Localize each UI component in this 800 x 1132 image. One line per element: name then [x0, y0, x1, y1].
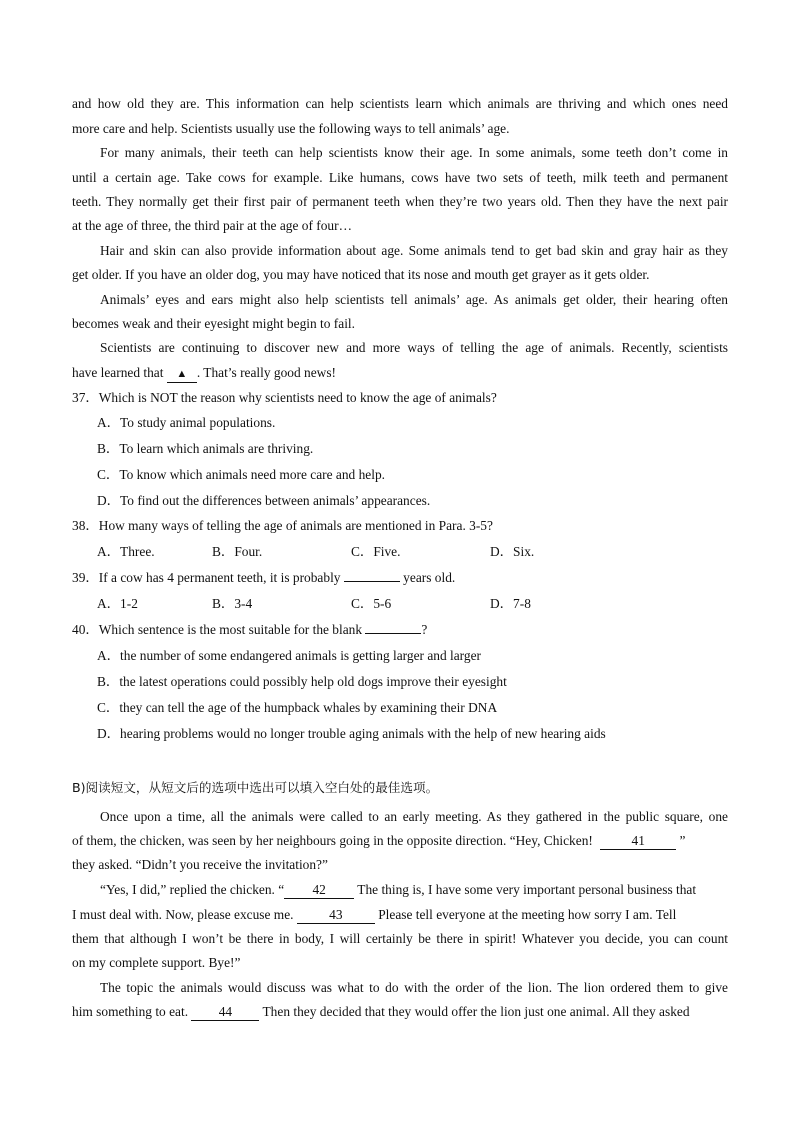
passage-text: . That’s really good news! [196, 365, 337, 380]
question-39-stem [72, 566, 455, 591]
question-40-stem [72, 618, 427, 643]
question-40-option-d: D．hearing problems would no longer trouble aging animals with the help of new hearing aids [97, 726, 606, 741]
passage-text: of them, the chicken, was seen by her neighbours going in the opposite direction. “Hey, Chicken! [72, 833, 597, 848]
passage-line: at the age of three, the third pair at the age of four… [72, 218, 352, 233]
question-37-stem: 37．Which is NOT the reason why scientists need to know the age of animals? [72, 390, 497, 405]
passage-line [72, 903, 676, 928]
question-37-option-b: B．To learn which animals are thriving. [97, 441, 314, 456]
passage-text: Please tell everyone at the meeting how sorry I am. Tell [374, 907, 677, 922]
passage-text: Then they decided that they would offer the lion just one animal. All they asked [259, 1004, 690, 1019]
blank-44: 44 [191, 1004, 259, 1021]
question-37-option-d: D．To find out the differences between animals’ appearances. [97, 493, 431, 508]
blank-42: 42 [284, 882, 354, 899]
passage-text: ” [676, 833, 686, 848]
passage-line: they asked. “Didn’t you receive the invitation?” [72, 857, 328, 872]
passage-text: The thing is, I have some very important personal business that [354, 882, 697, 897]
answer-blank-triangle: ▲ [167, 366, 197, 383]
question-39-option-c: C．5-6 [351, 596, 392, 611]
question-40-option-b: B．the latest operations could possibly help old dogs improve their eyesight [97, 674, 507, 689]
question-40-text: 40．Which sentence is the most suitable for the blank [72, 622, 366, 637]
passage-line: Scientists are continuing to discover new and more ways of telling the age of animals. Recently, scientists [100, 340, 728, 355]
passage-line: For many animals, their teeth can help scientists know their age. In some animals, some teeth don’t come in [100, 145, 728, 160]
passage-line [72, 1000, 690, 1025]
passage-text: have learned that [72, 365, 167, 380]
section-b-heading: B)阅读短文，从短文后的选项中选出可以填入空白处的最佳选项。 [72, 780, 439, 795]
question-39-option-b: B．3-4 [212, 596, 253, 611]
passage-line: until a certain age. Take cows for example. Like humans, cows have two sets of teeth, milk teeth and permanent [72, 170, 728, 185]
question-39-option-d: D．7-8 [490, 596, 531, 611]
question-40-text: ? [421, 622, 428, 637]
question-38-option-b: B．Four. [212, 544, 263, 559]
question-40-option-a: A．the number of some endangered animals is getting larger and larger [97, 648, 481, 663]
passage-text: him something to eat. [72, 1004, 192, 1019]
question-37-option-a: A．To study animal populations. [97, 415, 276, 430]
question-38-option-a: A．Three. [97, 544, 155, 559]
passage-line: them that although I won’t be there in body, I will certainly be there in spirit! Whatever you decide, you can count [72, 931, 728, 946]
question-38-option-d: D．Six. [490, 544, 535, 559]
blank-43: 43 [297, 907, 375, 924]
question-40-blank [365, 633, 421, 634]
question-39-blank [344, 581, 400, 582]
passage-text: I must deal with. Now, please excuse me. [72, 907, 297, 922]
passage-line: get older. If you have an older dog, you may have noticed that its nose and mouth get grayer as it gets older. [72, 267, 650, 282]
passage-line: Hair and skin can also provide information about age. Some animals tend to get bad skin and gray hair as they [100, 243, 728, 258]
passage-line: more care and help. Scientists usually use the following ways to tell animals’ age. [72, 121, 510, 136]
question-39-option-a: A．1-2 [97, 596, 138, 611]
passage-line [72, 829, 686, 854]
passage-line: The topic the animals would discuss was what to do with the order of the lion. The lion ordered them to give [100, 980, 728, 995]
question-37-option-c: C．To know which animals need more care and help. [97, 467, 385, 482]
passage-line: Animals’ eyes and ears might also help scientists tell animals’ age. As animals get older, their hearing often [100, 292, 728, 307]
question-39-text: years old. [399, 570, 456, 585]
passage-line: teeth. They normally get their first pair of permanent teeth when they’re two years old. Then they have the next pair [72, 194, 728, 209]
passage-text: “Yes, I did,” replied the chicken. “ [100, 882, 285, 897]
passage-line: becomes weak and their eyesight might begin to fail. [72, 316, 355, 331]
question-39-text: 39．If a cow has 4 permanent teeth, it is probably [72, 570, 344, 585]
passage-line [72, 361, 336, 386]
passage-line [100, 878, 696, 903]
passage-line: Once upon a time, all the animals were called to an early meeting. As they gathered in the public square, one [100, 809, 728, 824]
passage-line: on my complete support. Bye!” [72, 955, 241, 970]
question-40-option-c: C．they can tell the age of the humpback whales by examining their DNA [97, 700, 498, 715]
question-38-option-c: C．Five. [351, 544, 401, 559]
blank-41: 41 [600, 833, 676, 850]
question-38-stem: 38．How many ways of telling the age of animals are mentioned in Para. 3-5? [72, 518, 493, 533]
passage-line: and how old they are. This information can help scientists learn which animals are thriving and which ones need [72, 96, 728, 111]
